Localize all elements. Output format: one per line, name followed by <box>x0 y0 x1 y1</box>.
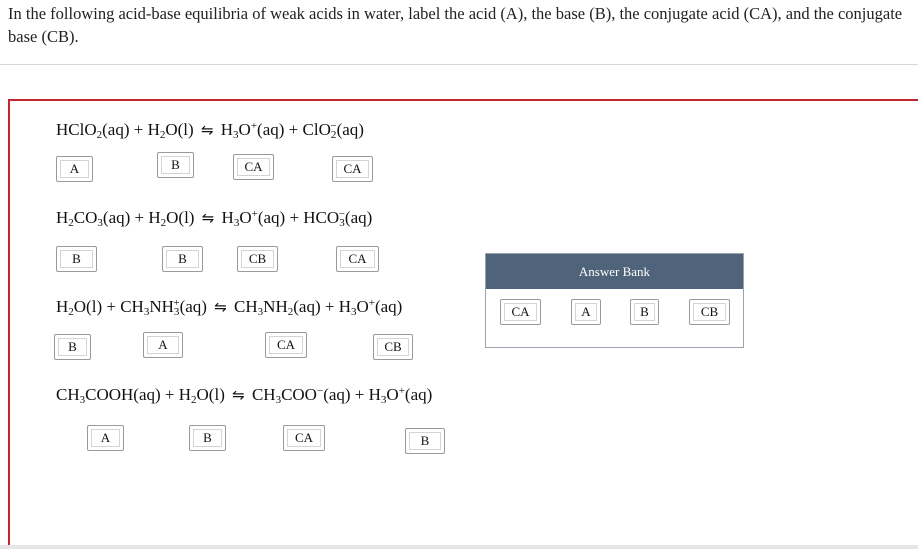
drop-target-4-1[interactable]: A <box>87 425 124 451</box>
exercise-panel <box>8 99 918 549</box>
drop-target-2-3[interactable]: CB <box>237 246 278 272</box>
equation-3: $H_2O(l) + CH_3NH_3^+(aq)$ ⇋ $CH_3NH_2(aq) + H_3O^+(aq)$ <box>56 297 403 318</box>
footer-divider <box>0 545 918 549</box>
equilibrium-arrow-icon: ⇋ <box>200 121 214 139</box>
drop-target-4-2[interactable]: B <box>189 425 226 451</box>
equation-1: HClO$_2$(aq) + $H_2O(l)$ ⇋ $H_3O^+(aq) + ClO_2^-(aq)$ <box>56 120 364 141</box>
drop-target-3-3[interactable]: CA <box>265 332 307 358</box>
drop-target-2-2[interactable]: B <box>162 246 203 272</box>
equilibrium-arrow-icon: ⇋ <box>201 209 215 227</box>
drop-target-1-4[interactable]: CA <box>332 156 373 182</box>
answer-bank-item-cb[interactable]: CB <box>689 299 730 325</box>
answer-bank-item-ca[interactable]: CA <box>500 299 541 325</box>
drop-target-4-4[interactable]: B <box>405 428 445 454</box>
equilibrium-arrow-icon: ⇋ <box>214 298 227 316</box>
drop-target-3-2[interactable]: A <box>143 332 183 358</box>
drop-target-3-1[interactable]: B <box>54 334 91 360</box>
answer-bank-title: Answer Bank <box>486 254 743 289</box>
equilibrium-arrow-icon: ⇋ <box>232 386 245 404</box>
answer-bank-item-a[interactable]: A <box>571 299 601 325</box>
drop-target-2-4[interactable]: CA <box>336 246 379 272</box>
drop-target-3-4[interactable]: CB <box>373 334 413 360</box>
equation-2: $H_2CO_3(aq) + H_2O(l)$ ⇋ $H_3O^+(aq) + HCO_3^-(aq)$ <box>56 208 373 229</box>
drop-target-1-3[interactable]: CA <box>233 154 274 180</box>
question-text: In the following acid-base equilibria of weak acids in water, label the acid (A), the base (B), the conjugate acid (CA), and the conjugate base (CB). <box>8 4 903 46</box>
drop-target-1-1[interactable]: A <box>56 156 93 182</box>
drop-target-4-3[interactable]: CA <box>283 425 325 451</box>
drop-target-2-1[interactable]: B <box>56 246 97 272</box>
equation-4: $CH_3COOH(aq) + H_2O(l)$ ⇋ $CH_3COO^-(aq) + H_3O^+(aq)$ <box>56 385 433 406</box>
drop-target-1-2[interactable]: B <box>157 152 194 178</box>
divider <box>0 64 918 65</box>
answer-bank-item-b[interactable]: B <box>630 299 659 325</box>
